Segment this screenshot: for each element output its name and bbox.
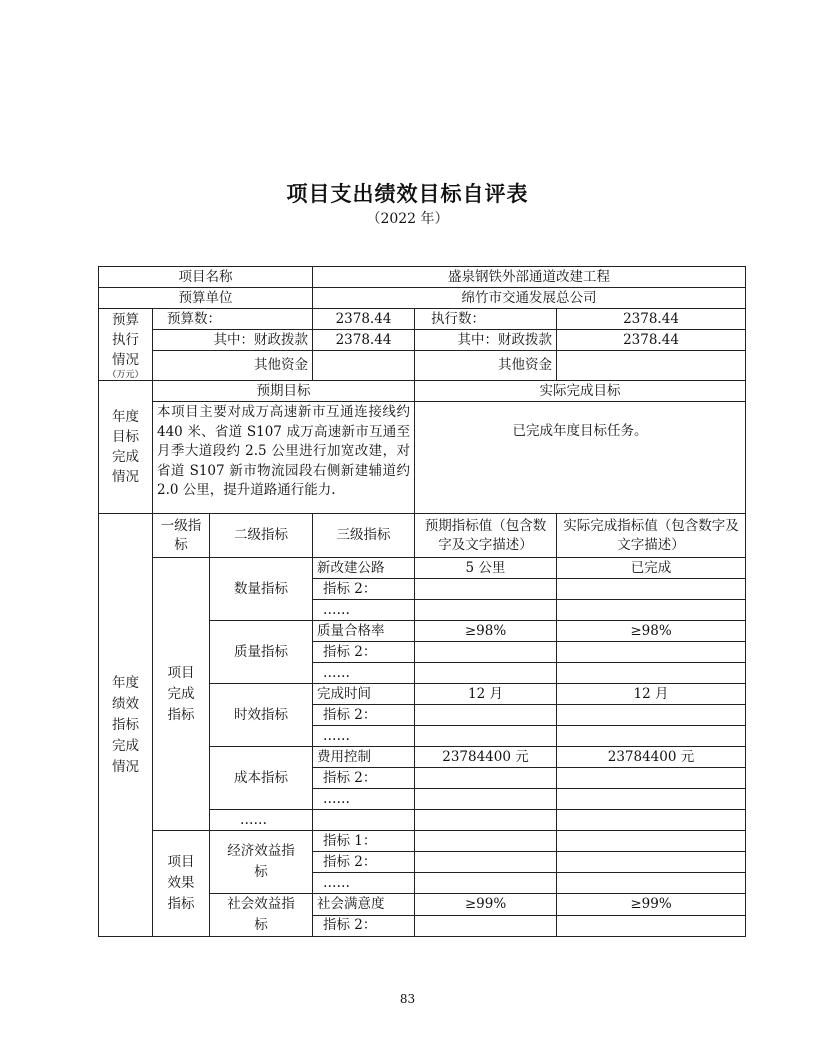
quantity-indicators-label: 数量指标 xyxy=(210,558,313,621)
indicator-ellipsis: …… xyxy=(313,600,415,621)
indicator-expected: ≥98% xyxy=(415,621,557,642)
indicator-name: 完成时间 xyxy=(313,684,415,705)
indicator-expected xyxy=(415,789,557,810)
other-funds-exec-label: 其他资金 xyxy=(415,351,557,381)
expected-goal-header: 预期目标 xyxy=(153,381,415,402)
performance-table xyxy=(98,266,746,937)
fiscal-budget-value: 2378.44 xyxy=(313,330,415,351)
indicator-actual xyxy=(557,831,746,852)
indicator-expected: 5 公里 xyxy=(415,558,557,579)
indicator-actual: 23784400 元 xyxy=(557,747,746,768)
page-title: 项目支出绩效目标自评表 xyxy=(286,182,529,206)
indicator-expected xyxy=(415,600,557,621)
indicator-expected: 12 月 xyxy=(415,684,557,705)
indicator-ellipsis: …… xyxy=(313,663,415,684)
indicator-actual xyxy=(557,726,746,747)
budget-unit-label: 预算单位 xyxy=(99,288,313,309)
execution-amount: 2378.44 xyxy=(557,309,746,330)
group-ellipsis: …… xyxy=(210,810,313,831)
completion-indicators-label: 项目完成指标 xyxy=(153,558,210,831)
budget-section-label-3: 情况 xyxy=(112,351,139,368)
budget-section-label-2: 执行 xyxy=(112,331,139,348)
indicator-actual xyxy=(557,873,746,894)
indicator-expected xyxy=(415,705,557,726)
other-funds-budget xyxy=(313,351,415,381)
execution-amount-label: 执行数： xyxy=(415,309,557,330)
indicator-actual xyxy=(557,789,746,810)
actual-goal-header: 实际完成目标 xyxy=(415,381,746,402)
indicator-expected xyxy=(415,915,557,937)
indicators-section-label: 年度绩效指标完成情况 xyxy=(99,514,153,937)
indicator-placeholder: 指标 2： xyxy=(313,852,415,873)
indicator-actual xyxy=(557,705,746,726)
cost-indicators-label: 成本指标 xyxy=(210,747,313,810)
indicator-name: 社会满意度 xyxy=(313,894,415,916)
budget-section-unit: （万元） xyxy=(107,369,144,380)
budget-amount: 2378.44 xyxy=(313,309,415,330)
effect-indicators-label: 项目效果指标 xyxy=(153,831,210,937)
indicator-expected xyxy=(415,831,557,852)
indicator-placeholder: 指标 2： xyxy=(313,579,415,600)
indicator-expected xyxy=(415,768,557,789)
indicator-actual xyxy=(557,852,746,873)
indicator-actual: ≥98% xyxy=(557,621,746,642)
indicator-name: 费用控制 xyxy=(313,747,415,768)
budget-section-label xyxy=(99,309,153,381)
indicator-expected xyxy=(415,873,557,894)
indicator-actual xyxy=(557,810,746,831)
indicator-expected xyxy=(415,852,557,873)
level3-header: 三级指标 xyxy=(313,514,415,558)
indicator-expected xyxy=(415,726,557,747)
indicator-actual xyxy=(557,915,746,937)
indicator-expected xyxy=(415,642,557,663)
indicator-ellipsis: …… xyxy=(313,726,415,747)
indicator-expected xyxy=(415,663,557,684)
expected-goal-text: 本项目主要对成万高速新市互通连接线约 440 米、省道 S107 成万高速新市互通至月季大道段约 2.5 公里进行加宽改建，对省道 S107 新市物流园段右侧新建辅道约 2.0 公里，提升道路通行能力. xyxy=(153,402,415,514)
actual-goal-text: 已完成年度目标任务。 xyxy=(415,402,746,514)
indicator-actual: 12 月 xyxy=(557,684,746,705)
budget-section-label-1: 预算 xyxy=(112,311,139,328)
indicator-actual xyxy=(557,642,746,663)
indicator-actual xyxy=(557,768,746,789)
indicator-expected xyxy=(415,579,557,600)
indicator-name: 质量合格率 xyxy=(313,621,415,642)
social-indicators-label: 社会效益指标 xyxy=(210,894,313,937)
level2-header: 二级指标 xyxy=(210,514,313,558)
indicator-placeholder: 指标 2： xyxy=(313,768,415,789)
indicator-actual xyxy=(557,663,746,684)
project-name-label: 项目名称 xyxy=(99,267,313,288)
indicator-placeholder: 指标 2： xyxy=(313,642,415,663)
quality-indicators-label: 质量指标 xyxy=(210,621,313,684)
indicator-expected xyxy=(415,810,557,831)
indicator-actual: ≥99% xyxy=(557,894,746,916)
expected-value-header: 预期指标值（包含数字及文字描述） xyxy=(415,514,557,558)
indicator-placeholder: 指标 1： xyxy=(313,831,415,852)
indicator-expected: ≥99% xyxy=(415,894,557,916)
other-funds-label: 其他资金 xyxy=(153,351,313,381)
fiscal-budget-label: 其中：财政拨款 xyxy=(153,330,313,351)
indicator-actual: 已完成 xyxy=(557,558,746,579)
indicator-placeholder: 指标 2： xyxy=(313,705,415,726)
timeliness-indicators-label: 时效指标 xyxy=(210,684,313,747)
budget-amount-label: 预算数： xyxy=(153,309,313,330)
fiscal-exec-value: 2378.44 xyxy=(557,330,746,351)
annual-goal-section-label: 年度目标完成情况 xyxy=(99,381,153,514)
indicator-actual xyxy=(557,600,746,621)
indicator-ellipsis: …… xyxy=(313,873,415,894)
indicator-ellipsis: …… xyxy=(313,789,415,810)
indicator-expected: 23784400 元 xyxy=(415,747,557,768)
other-funds-exec xyxy=(557,351,746,381)
indicator-placeholder: 指标 2： xyxy=(313,915,415,937)
indicator-actual xyxy=(557,579,746,600)
page-number: 83 xyxy=(399,992,416,1006)
indicator-name xyxy=(313,810,415,831)
project-name: 盛泉钢铁外部通道改建工程 xyxy=(313,267,746,288)
page-subtitle: （2022 年） xyxy=(366,211,449,227)
economic-indicators-label: 经济效益指标 xyxy=(210,831,313,894)
budget-unit: 绵竹市交通发展总公司 xyxy=(313,288,746,309)
level1-header: 一级指标 xyxy=(153,514,210,558)
actual-value-header: 实际完成指标值（包含数字及文字描述） xyxy=(557,514,746,558)
indicator-name: 新改建公路 xyxy=(313,558,415,579)
fiscal-exec-label: 其中：财政拨款 xyxy=(415,330,557,351)
